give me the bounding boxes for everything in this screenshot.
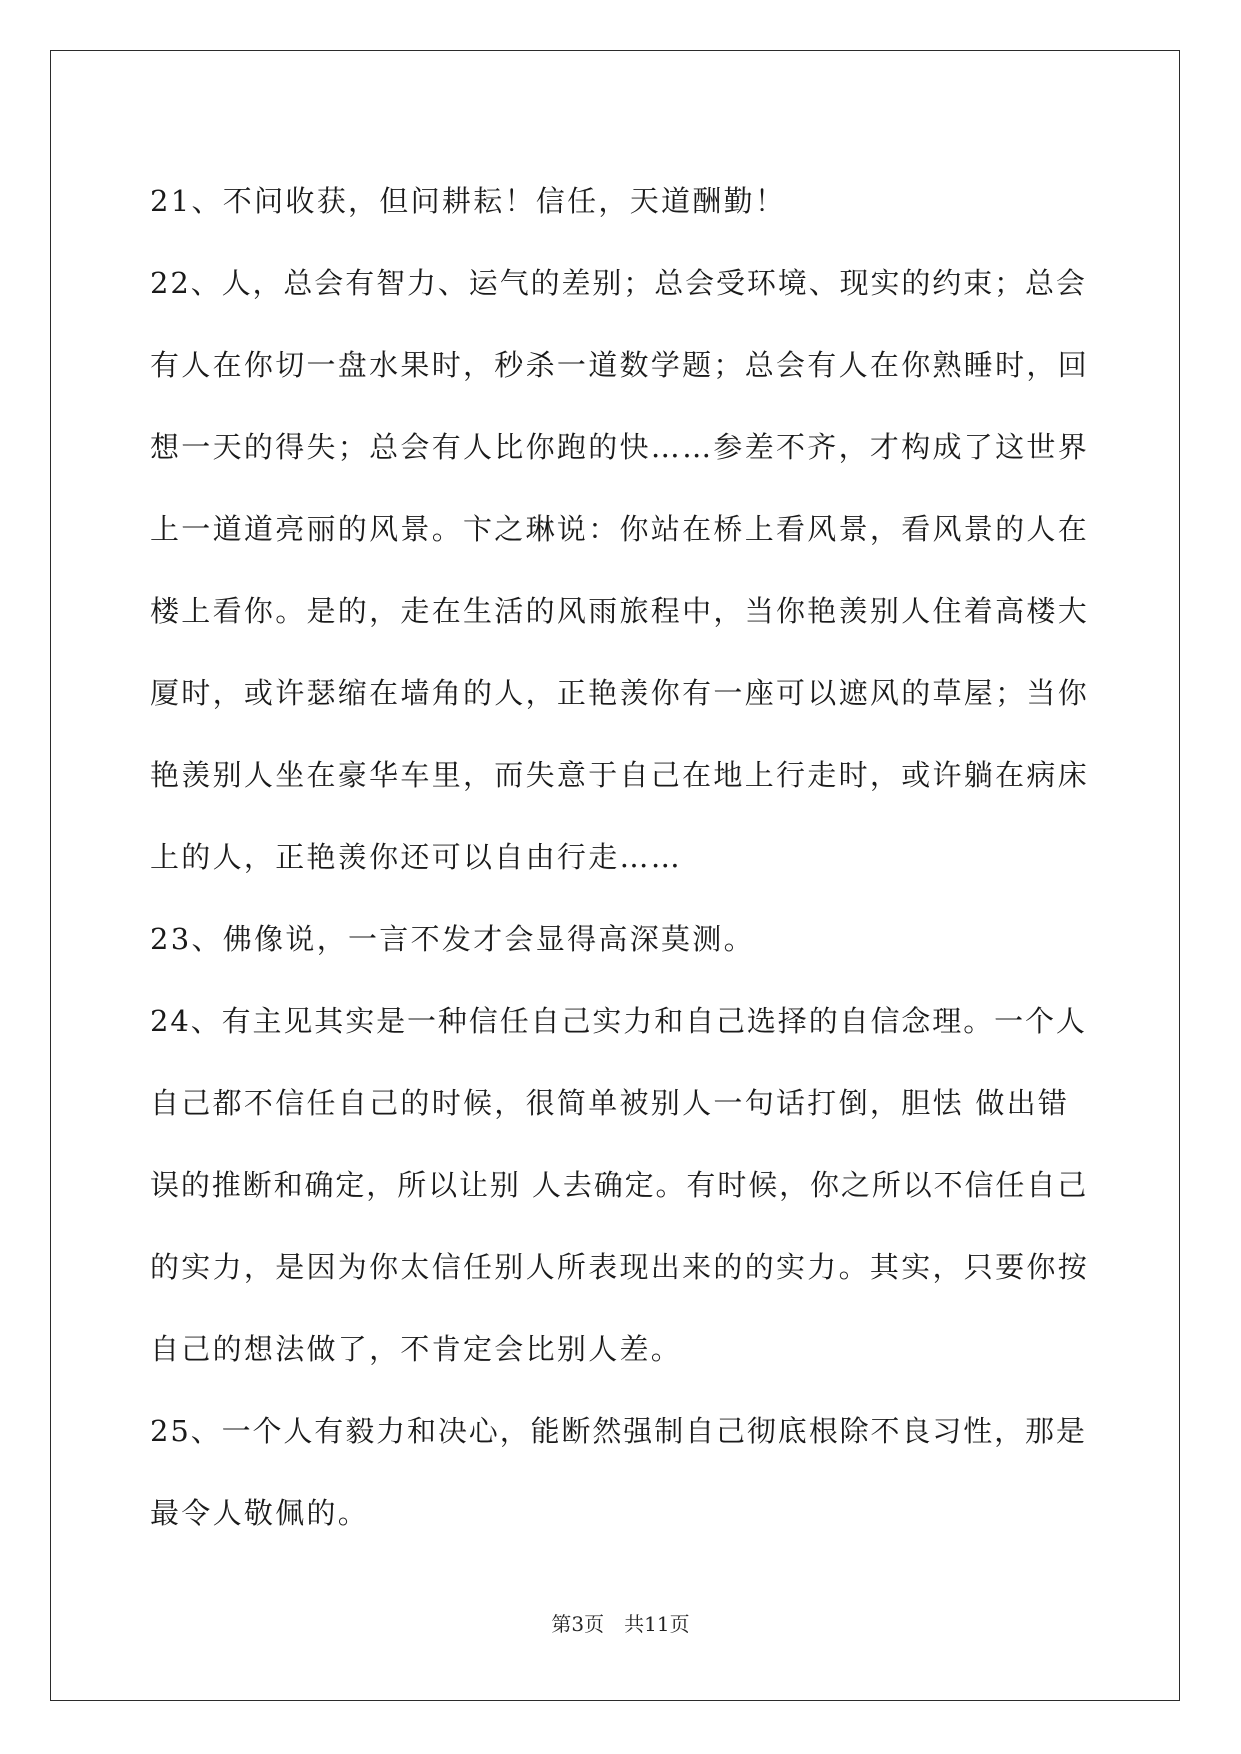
text-line: 23、佛像说，一言不发才会显得高深莫测。 bbox=[150, 922, 755, 956]
text-line: 艳羡别人坐在豪华车里，而失意于自己在地上行走时，或许躺在病床 bbox=[150, 758, 1090, 792]
text-line: 自己的想法做了，不肯定会比别人差。 bbox=[150, 1332, 683, 1366]
text-line: 最令人敬佩的。 bbox=[150, 1496, 370, 1530]
page-footer bbox=[0, 1608, 1241, 1637]
document-body bbox=[150, 160, 1090, 1554]
text-line: 厦时，或许瑟缩在墙角的人，正艳羡你有一座可以遮风的草屋；当你 bbox=[150, 676, 1090, 710]
text-line: 有人在你切一盘水果时，秒杀一道数学题；总会有人在你熟睡时，回 bbox=[150, 348, 1090, 382]
text-line: 的实力，是因为你太信任别人所表现出来的的实力。其实，只要你按 bbox=[150, 1250, 1090, 1284]
text-line: 25、一个人有毅力和决心，能断然强制自己彻底根除不良习性，那是 bbox=[150, 1414, 1087, 1448]
text-line: 上一道道亮丽的风景。卞之琳说：你站在桥上看风景，看风景的人在 bbox=[150, 512, 1090, 546]
text-line: 自己都不信任自己的时候，很简单被别人一句话打倒，胆怯 做出错 bbox=[150, 1086, 1070, 1120]
page-number: 第3页 bbox=[551, 1612, 605, 1636]
text-line: 上的人，正艳羡你还可以自由行走…… bbox=[150, 840, 683, 874]
text-line: 24、有主见其实是一种信任自己实力和自己选择的自信念理。一个人 bbox=[150, 1004, 1087, 1038]
text-line: 想一天的得失；总会有人比你跑的快……参差不齐，才构成了这世界 bbox=[150, 430, 1090, 464]
text-line: 21、不问收获，但问耕耘！信任，天道酬勤！ bbox=[150, 184, 787, 218]
page-total: 共11页 bbox=[624, 1612, 690, 1636]
text-line: 22、人，总会有智力、运气的差别；总会受环境、现实的约束；总会 bbox=[150, 266, 1087, 300]
text-line: 误的推断和确定，所以让别 人去确定。有时候，你之所以不信任自己 bbox=[150, 1168, 1089, 1202]
text-line: 楼上看你。是的，走在生活的风雨旅程中，当你艳羡别人住着高楼大 bbox=[150, 594, 1090, 628]
